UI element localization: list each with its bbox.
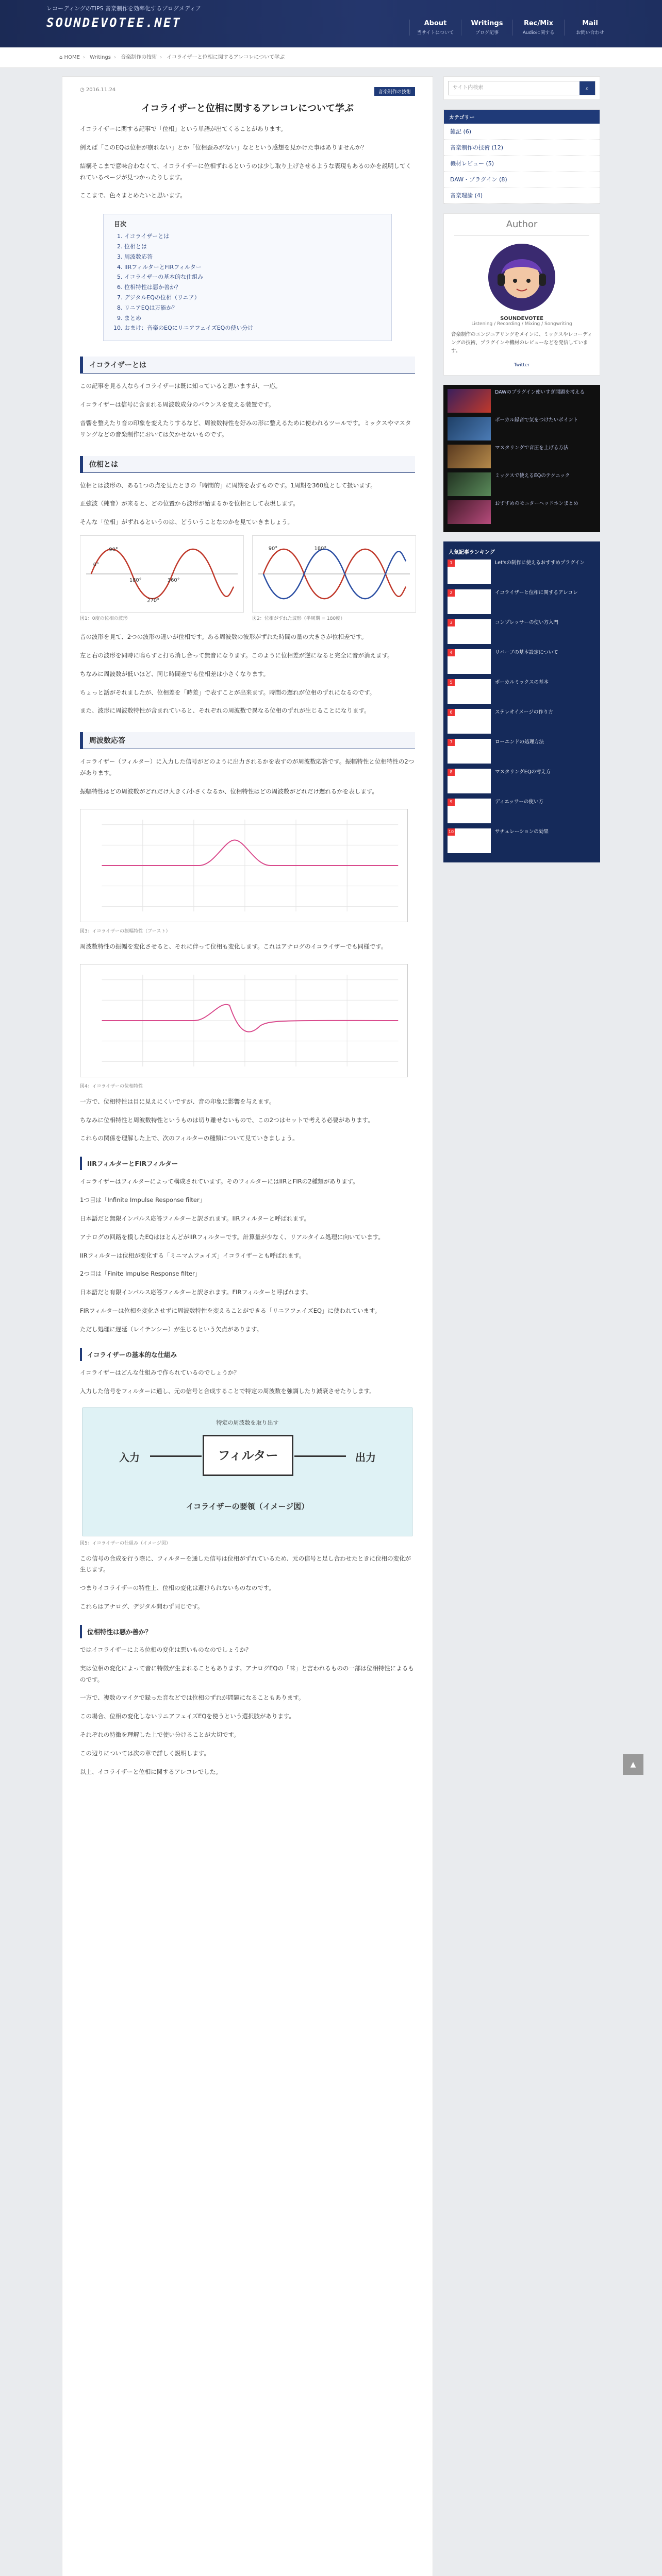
toc-link[interactable]: おまけ：音楽のEQにリニアフェイズEQの使い分け xyxy=(124,325,254,332)
post-thumbnail xyxy=(448,769,491,793)
paragraph: アナログの回路を模したEQはほとんどがIIRフィルターです。計算量が少なく、リアルタイム処理に向いています。 xyxy=(80,1233,384,1241)
list-item[interactable] xyxy=(448,445,596,468)
avatar xyxy=(488,244,555,311)
category-item[interactable]: 音楽理論 (4) xyxy=(444,188,600,204)
toc-link[interactable]: まとめ xyxy=(124,314,141,321)
post-thumbnail xyxy=(448,472,491,496)
sine-wave-image xyxy=(80,535,244,613)
post-link[interactable]: マスタリングで音圧を上げる方法 xyxy=(495,445,569,451)
toc-link[interactable]: デジタルEQの位相（リニア） xyxy=(124,294,200,301)
post-thumbnail xyxy=(448,799,491,823)
site-header xyxy=(0,0,662,47)
rank-badge: 5 xyxy=(448,679,455,686)
breadcrumb-home[interactable]: HOME xyxy=(64,55,80,60)
paragraph: イコライザー（フィルター）に入力した信号がどのように出力されるかを表すのが周波数応答です。振幅特性と位相特性の2つがあります。 xyxy=(80,758,415,777)
figure-caption: 図5：イコライザーの仕組み（イメージ図） xyxy=(80,1540,171,1546)
post-link[interactable]: おすすめのモニターヘッドホンまとめ xyxy=(495,501,578,507)
author-role: Listening / Recording / Mixing / Songwriting xyxy=(471,321,572,327)
category-widget xyxy=(443,109,600,204)
post-thumbnail xyxy=(448,679,491,704)
post-thumbnail xyxy=(448,619,491,644)
rank-badge: 8 xyxy=(448,769,455,776)
svg-text:90°: 90° xyxy=(109,547,118,553)
subsection-heading: 位相特性は悪か善か？ xyxy=(80,1625,415,1638)
list-item[interactable] xyxy=(448,500,596,524)
article xyxy=(62,76,433,2576)
svg-text:270°: 270° xyxy=(147,598,160,604)
post-link[interactable]: ボーカルミックスの基本 xyxy=(495,680,549,686)
toc-link[interactable]: イコライザーの基本的な仕組み xyxy=(124,274,204,281)
related-posts xyxy=(443,385,600,532)
breadcrumb-writings[interactable]: Writings xyxy=(90,55,111,60)
popular-posts xyxy=(443,541,600,862)
paragraph: 音の波形を見て、2つの波形の違いが位相です。ある周波数の波形がずれた時間の量の大きさが位相差です。 xyxy=(80,633,368,641)
paragraph: 1つ目は「Infinite Impulse Response filter」 xyxy=(80,1196,206,1204)
diagram-bottom-label: イコライザーの要領（イメージ図） xyxy=(186,1501,309,1511)
list-item[interactable] xyxy=(448,619,596,644)
post-thumbnail xyxy=(448,649,491,674)
sidebar xyxy=(443,76,600,862)
search-input[interactable]: サイト内検索 xyxy=(453,85,484,91)
paragraph: そんな「位相」がずれるというのは、どういうことなのかを見ていきましょう。 xyxy=(80,518,293,526)
list-item[interactable] xyxy=(448,417,596,440)
phase-graph-image xyxy=(80,964,408,1077)
post-link[interactable]: ローエンドの処理方法 xyxy=(495,739,544,745)
paragraph: 一方で、位相特性は目に見えにくいですが、音の印象に影響を与えます。 xyxy=(80,1097,275,1105)
category-heading: カテゴリー xyxy=(444,110,600,124)
diagram-filter-box: フィルター xyxy=(203,1435,293,1476)
paragraph: ここまで、色々まとめたいと思います。 xyxy=(80,192,186,199)
breadcrumb-bar xyxy=(0,47,662,68)
post-link[interactable]: ディエッサーの使い方 xyxy=(495,799,544,805)
rank-badge: 7 xyxy=(448,739,455,746)
avatar-illustration-icon xyxy=(488,244,555,311)
site-logo[interactable]: SOUNDEVOTEE.NET xyxy=(46,15,181,30)
svg-text:180°: 180° xyxy=(314,546,327,552)
list-item[interactable] xyxy=(448,589,596,614)
nav-label: Writings xyxy=(471,20,503,27)
svg-text:0°: 0° xyxy=(93,562,100,568)
paragraph: 例えば「このEQは位相が崩れない」とか「位相歪みがない」なとという感想を見かけた事はありませんか？ xyxy=(80,143,367,151)
popular-heading: 人気記事ランキング xyxy=(449,550,495,556)
toc-link[interactable]: IIRフィルターとFIRフィルター xyxy=(124,263,202,270)
post-thumbnail xyxy=(448,445,491,468)
figure-caption: 図1：0度の位相の波形 xyxy=(80,616,128,622)
paragraph: この記事を見る人ならイコライザーは既に知っていると思いますが、一応。 xyxy=(80,382,282,390)
diagram-output-label: 出力 xyxy=(355,1451,376,1464)
post-link[interactable]: DAWのプラグイン使いすぎ問題を考える xyxy=(495,389,585,396)
phase-shift-image xyxy=(252,535,416,613)
eq-diagram xyxy=(82,1408,412,1536)
breadcrumb-current: イコライザーと位相に関するアレコレについて学ぶ xyxy=(167,55,285,60)
paragraph: ちょっと話がそれましたが、位相差を「時差」で表すことが出来ます。時間の遅れが位相のずれになるのです。 xyxy=(80,688,376,696)
search-widget xyxy=(443,76,600,100)
table-of-contents xyxy=(103,214,392,341)
nav-sub: ブログ記事 xyxy=(475,30,499,36)
scroll-to-top-button[interactable]: ▲ xyxy=(623,1754,643,1775)
paragraph: 位相とは波形の、ある1つの点を見たときの「時間的」に周期を表すものです。1周期を360度として扱います。 xyxy=(80,481,376,489)
nav-label: Mail xyxy=(582,20,598,27)
amplitude-graph-image xyxy=(80,809,408,922)
nav-label: Rec/Mix xyxy=(523,20,554,27)
list-item[interactable] xyxy=(448,679,596,704)
list-item[interactable] xyxy=(448,769,596,793)
post-thumbnail xyxy=(448,739,491,764)
post-link[interactable]: サチュレーションの効果 xyxy=(495,829,549,835)
nav-recmix[interactable] xyxy=(512,20,564,36)
post-link[interactable]: イコライザーと位相に関するアレコレ xyxy=(495,590,578,596)
rank-badge: 4 xyxy=(448,649,455,656)
post-thumbnail xyxy=(448,709,491,734)
paragraph: 振幅特性はどの周波数がどれだけ大きく/小さくなるか、位相特性はどの周波数がどれだけ遅れるかを表します。 xyxy=(80,788,378,795)
paragraph: 日本語だと無限インパルス応答フィルターと訳されます。IIRフィルターと呼ばれます。 xyxy=(80,1214,310,1222)
paragraph: イコライザーはどんな仕組みで作られているのでしょうか？ xyxy=(80,1368,240,1376)
list-item[interactable] xyxy=(448,709,596,734)
rank-badge: 9 xyxy=(448,799,455,806)
paragraph: これらはアナログ、デジタル問わず同じです。 xyxy=(80,1603,204,1611)
breadcrumb: ⌂ HOME › Writings › 音楽制作の技術 › イコライザーと位相に関するアレコレについて学ぶ xyxy=(59,55,285,60)
rank-badge: 2 xyxy=(448,589,455,597)
svg-text:360°: 360° xyxy=(167,577,180,583)
list-item[interactable] xyxy=(448,472,596,496)
paragraph: これらの関係を理解した上で、次のフィルターの種類について見ていきましょう。 xyxy=(80,1134,299,1142)
site-tagline: レコーディングのTIPS 音楽制作を効率化するブログメディア xyxy=(46,5,201,12)
post-link[interactable]: リバーブの基本設定について xyxy=(495,650,558,656)
nav-writings[interactable] xyxy=(461,20,512,36)
post-thumbnail xyxy=(448,560,491,584)
paragraph: ではイコライザーによる位相の変化は悪いものなのでしょうか？ xyxy=(80,1646,252,1653)
paragraph: 音響を整えたり音の印象を変えたりするなど、周波数特性を好みの形に整えるために使われるツールです。ミックスやマスタリングなどの音楽制作においては欠かせないものです。 xyxy=(80,419,411,438)
category-item[interactable]: 雑記 (6) xyxy=(444,124,600,140)
post-body xyxy=(80,124,415,1778)
paragraph: ちなみに位相特性と周波数特性というものは切り離せないもので、この2つはセットで考える必要があります。 xyxy=(80,1116,374,1124)
author-bio: 音楽制作のエンジニアリングをメインに、ミックスやレコーディングの技術、プラグインや機材のレビューなどを発信しています。 xyxy=(451,332,592,354)
list-item[interactable] xyxy=(448,649,596,674)
paragraph: ただし処理に遅延（レイテンシー）が生じるという欠点があります。 xyxy=(80,1325,263,1333)
toc-link[interactable]: リニアEQは万能か？ xyxy=(124,304,178,311)
post-thumbnail xyxy=(448,417,491,440)
author-name: SOUNDEVOTEE xyxy=(500,316,543,321)
nav-sub: Audioに関する xyxy=(522,30,555,36)
post-link[interactable]: ステレオイメージの作り方 xyxy=(495,709,553,716)
post-meta xyxy=(80,87,415,96)
nav-sub: お問い合わせ xyxy=(576,30,604,36)
paragraph: この場合、位相の変化しないリニアフェイズEQを使うという選択肢があります。 xyxy=(80,1713,295,1720)
paragraph: それぞれの特徴を理解した上で使い分けることが大切です。 xyxy=(80,1731,240,1739)
nav-mail[interactable] xyxy=(564,20,616,36)
svg-text:180°: 180° xyxy=(129,577,142,583)
paragraph: この信号の合成を行う際に、フィルターを通した信号は位相がずれているため、元の信号と足し合わせたときに位相の変化が生じます。 xyxy=(80,1554,411,1573)
paragraph: 2つ目は「Finite Impulse Response filter」 xyxy=(80,1270,201,1278)
section-heading: 位相とは xyxy=(80,456,415,473)
post-date xyxy=(80,87,115,96)
subsection-heading: IIRフィルターとFIRフィルター xyxy=(80,1157,415,1170)
category-item[interactable]: DAW・プラグイン (8) xyxy=(444,172,600,188)
home-icon: ⌂ xyxy=(59,55,63,60)
nav-label: About xyxy=(424,20,447,27)
toc-link[interactable]: イコライザーとは xyxy=(124,233,170,240)
paragraph: この辺りについては次の章で詳しく説明します。 xyxy=(80,1749,210,1757)
rank-badge: 3 xyxy=(448,619,455,626)
clock-icon: ◷ xyxy=(80,87,86,93)
paragraph: イコライザーはフィルターによって構成されています。そのフィルターにはIIRとFIRの2種類があります。 xyxy=(80,1178,359,1185)
paragraph: FIRフィルターは位相を変化させずに周波数特性を変えることができる「リニアフェイズEQ」に使われています。 xyxy=(80,1307,381,1315)
paragraph: 正弦波（純音）が来ると、どの位置から波形が始まるかを位相として表現します。 xyxy=(80,500,299,507)
post-link[interactable]: Let'sの制作に使えるおすすめプラグイン xyxy=(495,560,585,566)
list-item[interactable] xyxy=(448,389,596,413)
search-field xyxy=(448,81,595,95)
paragraph: また、波形に周波数特性が含まれていると、それぞれの周波数で異なる位相のずれが生じることになります。 xyxy=(80,707,370,715)
list-item[interactable] xyxy=(448,799,596,823)
global-nav xyxy=(409,20,616,36)
search-icon[interactable]: ⌕ xyxy=(580,81,595,95)
paragraph: 結構そこまで意味合わなくて、イコライザーに位相ずれるというのは少し取り上げさせるような表現もあるのかを説明してくれているページが見つかったりします。 xyxy=(80,162,411,181)
post-link[interactable]: ボーカル録音で気をつけたいポイント xyxy=(495,417,578,423)
diagram-top-label: 特定の周波数を取り出す xyxy=(216,1419,279,1426)
list-item[interactable] xyxy=(448,739,596,764)
list-item[interactable] xyxy=(448,828,596,853)
paragraph: 日本語だと有限インパルス応答フィルターと訳されます。FIRフィルターと呼ばれます。 xyxy=(80,1289,312,1296)
author-widget xyxy=(443,213,600,376)
wave-figure-1 xyxy=(80,535,244,629)
paragraph: 入力した信号をフィルターに通し、元の信号と合成することで特定の周波数を強調したり減衰させたりします。 xyxy=(80,1387,375,1395)
paragraph: ちなみに周波数が低いほど、同じ時間差でも位相差は小さくなります。 xyxy=(80,670,270,677)
breadcrumb-category[interactable]: 音楽制作の技術 xyxy=(121,55,157,60)
paragraph: つまりイコライザーの特性上、位相の変化は避けられないものなのです。 xyxy=(80,1584,275,1592)
paragraph: イコライザーは信号に含まれる周波数成分のバランスを変える装置です。 xyxy=(80,401,275,409)
toc-link[interactable]: 位相特性は悪か善か？ xyxy=(124,284,181,291)
figure-caption: 図3：イコライザーの振幅特性（ブースト） xyxy=(80,928,171,934)
nav-about[interactable] xyxy=(409,20,461,36)
arrow-in xyxy=(150,1455,202,1457)
rank-badge: 1 xyxy=(448,560,455,567)
subsection-heading: イコライザーの基本的な仕組み xyxy=(80,1348,415,1361)
post-date-text: 2016.11.24 xyxy=(86,87,116,93)
nav-sub: 当サイトについて xyxy=(417,30,454,36)
paragraph: 実は位相の変化によって音に特徴が生まれることもあります。アナログEQの「味」と言われるものの一部は位相特性によるものです。 xyxy=(80,1664,414,1683)
wave-figures xyxy=(80,535,415,629)
section-heading: 周波数応答 xyxy=(80,732,415,749)
rank-badge: 6 xyxy=(448,709,455,716)
post-thumbnail xyxy=(448,828,491,853)
toc-title: 目次 xyxy=(114,221,127,228)
figure-caption: 図2：位相がずれた波形（半周期 = 180度） xyxy=(252,616,345,622)
paragraph: IIRフィルターは位相が変化する「ミニマムフェイズ」イコライザーとも呼ばれます。 xyxy=(80,1251,305,1259)
paragraph: 一方で、複数のマイクで録った音などでは位相のずれが問題になることもあります。 xyxy=(80,1694,305,1702)
author-twitter-link[interactable]: Twitter xyxy=(514,363,530,368)
paragraph: 左と右の波形を同時に鳴らすと打ち消し合って無音になります。このように位相差が逆になると完全に音が消えます。 xyxy=(80,651,393,659)
post-thumbnail xyxy=(448,589,491,614)
rank-badge: 10 xyxy=(448,828,455,836)
toc-link[interactable]: 周波数応答 xyxy=(124,253,153,260)
post-thumbnail xyxy=(448,389,491,413)
paragraph: 以上、イコライザーと位相に関するアレコレでした。 xyxy=(80,1768,222,1775)
arrow-out xyxy=(294,1455,346,1457)
category-item[interactable]: 機材レビュー (5) xyxy=(444,156,600,172)
toc-link[interactable]: 位相とは xyxy=(124,243,147,250)
figure-caption: 図4：イコライザーの位相特性 xyxy=(80,1083,143,1089)
page-title: イコライザーと位相に関するアレコレについて学ぶ xyxy=(141,103,354,114)
post-thumbnail xyxy=(448,500,491,524)
category-badge[interactable]: 音楽制作の技術 xyxy=(374,87,415,96)
section-heading: イコライザーとは xyxy=(80,357,415,374)
list-item[interactable] xyxy=(448,560,596,584)
paragraph: イコライザーに関する記事で「位相」という単語が出てくることがあります。 xyxy=(80,125,287,132)
post-link[interactable]: ミックスで使えるEQのテクニック xyxy=(495,473,570,479)
paragraph: 周波数特性の振幅を変化させると、それに伴って位相も変化します。これはアナログのイコライザーでも同様です。 xyxy=(80,942,387,950)
post-link[interactable]: コンプレッサーの使い方入門 xyxy=(495,620,559,626)
svg-text:90°: 90° xyxy=(268,546,278,552)
post-link[interactable]: マスタリングEQの考え方 xyxy=(495,769,551,775)
diagram-input-label: 入力 xyxy=(119,1451,140,1464)
wave-figure-2 xyxy=(252,535,416,629)
author-heading: Author xyxy=(454,214,589,235)
category-item[interactable]: 音楽制作の技術 (12) xyxy=(444,140,600,156)
